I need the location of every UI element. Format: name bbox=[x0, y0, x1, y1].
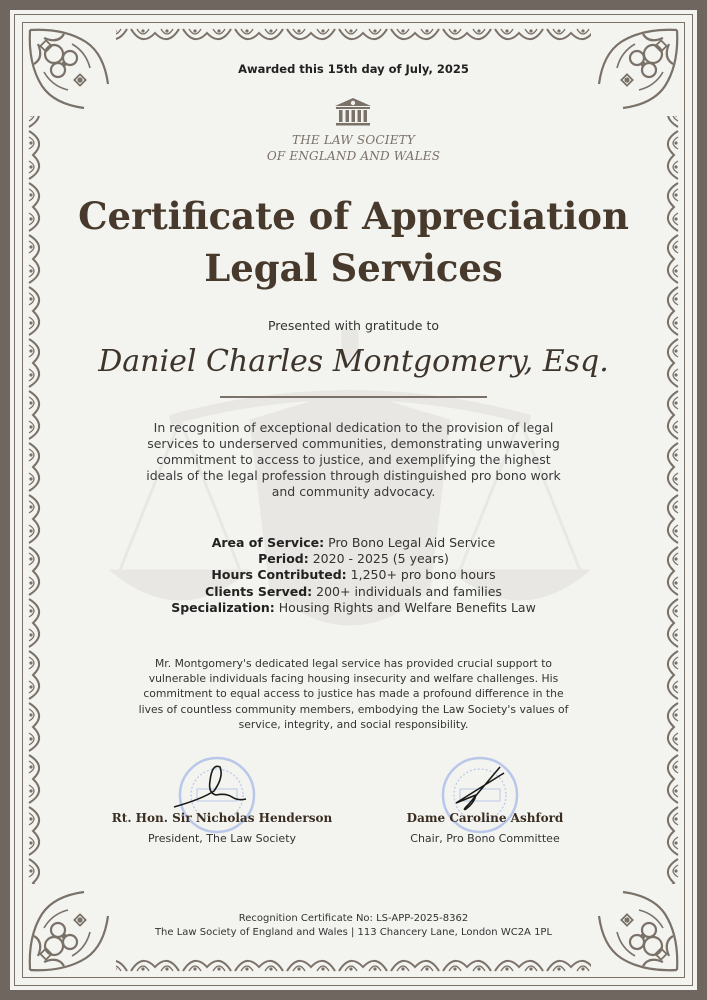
organization-line-2: OF ENGLAND AND WALES bbox=[266, 149, 441, 163]
certificate-title bbox=[0, 190, 707, 294]
award-date: Awarded this 15th day of July, 2025 bbox=[238, 62, 469, 76]
recipient-name: Daniel Charles Montgomery, Esq. bbox=[98, 344, 609, 379]
title-line-2: Legal Services bbox=[204, 246, 503, 290]
signatory-role: President, The Law Society bbox=[147, 832, 297, 845]
organization-line-1: THE LAW SOCIETY bbox=[291, 133, 415, 147]
citation-paragraph: Mr. Montgomery's dedicated legal service has provided crucial support to vulnerable individuals facing housing insecurity and welfare challenges. His commitment to equal access to justice has made a profound difference in the lives of countless community members, embodying the Law Society's values of service, integrity, and social responsibility. bbox=[138, 657, 569, 731]
organization-name bbox=[0, 132, 707, 164]
signature-block-president bbox=[102, 755, 342, 855]
detail-hours-contributed: Hours Contributed: 1,250+ pro bono hours bbox=[211, 567, 496, 583]
detail-area-of-service: Area of Service: Pro Bono Legal Aid Service bbox=[211, 535, 496, 550]
presented-text: Presented with gratitude to bbox=[267, 318, 440, 333]
handwritten-signature-icon bbox=[172, 763, 252, 813]
signatory-name: Rt. Hon. Sir Nicholas Henderson bbox=[111, 811, 333, 825]
organization-address: The Law Society of England and Wales | 113 Chancery Lane, London WC2A 1PL bbox=[154, 927, 553, 938]
detail-period: Period: 2020 - 2025 (5 years) bbox=[258, 551, 449, 567]
signatory-name: Dame Caroline Ashford bbox=[406, 811, 564, 825]
service-details bbox=[110, 535, 597, 616]
detail-specialization: Specialization: Housing Rights and Welfare Benefits Law bbox=[171, 599, 536, 615]
signatory-role: Chair, Pro Bono Committee bbox=[410, 832, 560, 845]
recognition-paragraph: In recognition of exceptional dedication to the provision of legal services to underserved communities, demonstrating unwavering commitment to access to justice, and exemplifying the highest ideals of the legal profession through distinguished pro bono work and community advocacy. bbox=[146, 420, 561, 499]
handwritten-signature-icon bbox=[450, 765, 510, 815]
courthouse-icon bbox=[333, 97, 373, 127]
title-line-1: Certificate of Appreciation bbox=[78, 194, 629, 238]
certificate-number: Recognition Certificate No: LS-APP-2025-8362 bbox=[238, 913, 469, 924]
signature-block-chair bbox=[365, 755, 605, 855]
detail-clients-served: Clients Served: 200+ individuals and families bbox=[205, 583, 502, 599]
name-underline-divider bbox=[220, 396, 487, 398]
certificate-footer bbox=[0, 912, 707, 940]
